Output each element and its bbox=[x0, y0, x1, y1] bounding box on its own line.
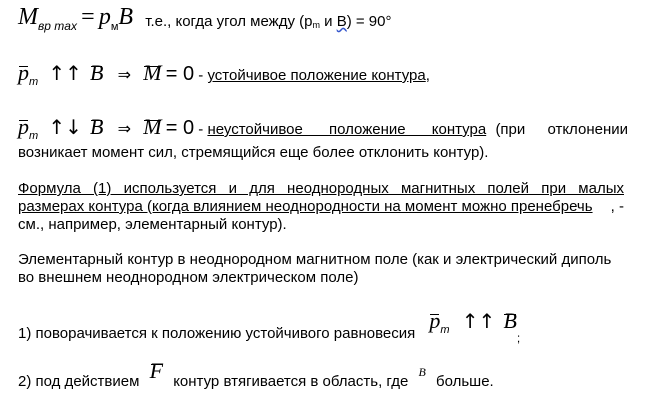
pm-subscript: м bbox=[110, 21, 119, 33]
implies-icon: ⇒ bbox=[117, 65, 132, 84]
b-vector: B bbox=[503, 308, 517, 333]
comma: , bbox=[425, 67, 430, 84]
m-vector: M bbox=[143, 114, 162, 139]
semicolon: ; bbox=[516, 331, 521, 345]
dash: - bbox=[198, 121, 208, 138]
parallel-arrows-icon: ↑↑ bbox=[461, 309, 496, 333]
element-para-line-2: во внешнем неоднородном электрическом поле) bbox=[18, 269, 359, 286]
equals-zero: = 0 bbox=[165, 63, 195, 85]
item-2-text-3: больше. bbox=[436, 373, 494, 390]
formula-para-line-1: Формула (1) используется и для неоднородных магнитных полей при малых bbox=[18, 180, 624, 197]
formula-para-underlined: размерах контура (когда влиянием неоднородности на момент можно пренебречь bbox=[18, 198, 593, 215]
stable-position-line bbox=[18, 60, 430, 88]
deviation-text: (при отклонении bbox=[495, 121, 628, 138]
item-2 bbox=[18, 358, 494, 390]
antiparallel-arrows-icon: ↑↓ bbox=[48, 115, 82, 139]
pm-vector: p bbox=[429, 308, 441, 333]
formula-para-line-3: см., например, элементарный контур). bbox=[18, 216, 287, 233]
pm-vector: p bbox=[18, 114, 29, 139]
pm-symbol: p bbox=[98, 4, 111, 30]
b-vector: B bbox=[90, 114, 104, 139]
f-vector: F bbox=[149, 358, 164, 383]
item-2-text-2: контур втягивается в область, где bbox=[173, 373, 409, 390]
formula-para-tail: , - bbox=[610, 198, 624, 215]
item-1-text: 1) поворачивается к положению устойчивого равновесия bbox=[18, 325, 416, 342]
item-1 bbox=[18, 308, 521, 345]
b-symbol: B bbox=[118, 4, 134, 30]
b-vector: B bbox=[90, 60, 104, 85]
unstable-position-text: неустойчивое положение контура bbox=[207, 121, 487, 138]
unstable-continuation: возникает момент сил, стремящийся еще более отклонить контур). bbox=[18, 144, 489, 161]
pm-vector-subscript: m bbox=[440, 324, 450, 336]
pm-vector-subscript: m bbox=[29, 76, 39, 88]
parallel-arrows-icon: ↑↑ bbox=[48, 61, 82, 85]
moment-subscript: вр max bbox=[38, 19, 77, 33]
pm-vector: p bbox=[18, 60, 29, 85]
element-para-line-1: Элементарный контур в неоднородном магнитном поле (как и электрический диполь bbox=[18, 251, 612, 268]
dash: - bbox=[198, 67, 208, 84]
item-2-text-1: 2) под действием bbox=[18, 373, 140, 390]
unstable-position-line bbox=[18, 114, 628, 142]
moment-max-line bbox=[18, 4, 392, 33]
pm-vector-subscript: m bbox=[29, 130, 39, 142]
moment-symbol: M bbox=[18, 4, 38, 30]
angle-condition-text: т.е., когда угол между (pm и B) = 90° bbox=[145, 13, 392, 30]
implies-icon: ⇒ bbox=[117, 119, 132, 138]
formula-para-line-2 bbox=[18, 198, 624, 216]
stable-position-text: устойчивое положение контура bbox=[207, 67, 426, 84]
equals-zero: = 0 bbox=[165, 117, 195, 139]
m-vector: M bbox=[143, 60, 162, 85]
b-symbol: B bbox=[418, 365, 426, 379]
equals-sign: = bbox=[81, 4, 95, 30]
